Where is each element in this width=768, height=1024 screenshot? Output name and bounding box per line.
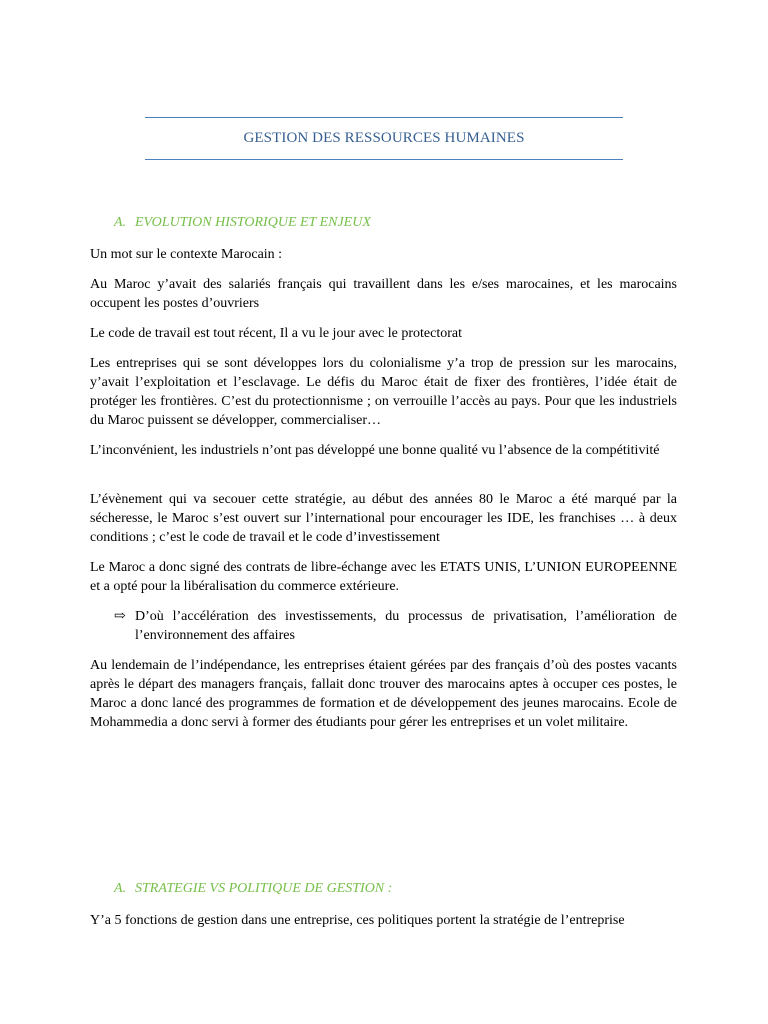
- arrow-right-icon: ⇨: [114, 609, 126, 624]
- bullet-text: D’où l’accélération des investissements, du processus de privatisation, l’amélioration de l’environnement des affaires: [135, 609, 677, 643]
- title-bottom-rule: [145, 159, 623, 160]
- section-number: A.: [114, 881, 127, 896]
- section-heading-evolution: [114, 215, 371, 231]
- paragraph-inconvenient: L’inconvénient, les industriels n’ont pas développé une bonne qualité vu l’absence de la compétitivité: [90, 443, 660, 458]
- paragraph-independance: Au lendemain de l’indépendance, les entreprises étaient gérées par des français d’où des postes vacants après le départ des managers français, fallait donc trouver des marocains aptes à occuper ces postes, le Maroc a donc lancé des programmes de formation et de développement des jeunes marocains. Ecole de Mohammedia a donc servi à former des étudiants pour gérer les entreprises et un volet militaire.: [90, 658, 677, 730]
- paragraph-fonctions-gestion: Y’a 5 fonctions de gestion dans une entreprise, ces politiques portent la stratégie de l’entreprise: [90, 913, 625, 928]
- paragraph-libre-echange: Le Maroc a donc signé des contrats de libre-échange avec les ETATS UNIS, L’UNION EUROPEENNE et a opté pour la libéralisation du commerce extérieure.: [90, 560, 677, 594]
- paragraph-salaries: Au Maroc y’avait des salariés français qui travaillent dans les e/ses marocaines, et les marocains occupent les postes d’ouvriers: [90, 277, 677, 311]
- section-heading-text: EVOLUTION HISTORIQUE ET ENJEUX: [135, 215, 371, 230]
- paragraph-colonialisme: Les entreprises qui se sont développes lors du colonialisme y’a trop de pression sur les marocains, y’avait l’exploitation et l’esclavage. Le défis du Maroc était de fixer des frontières, l’idée était de protéger les frontières. C’est du protectionnisme ; on verrouille l’accès au pays. Pour que les industriels du Maroc puissent se développer, commercialiser…: [90, 356, 677, 428]
- section-number: A.: [114, 215, 127, 230]
- paragraph-code-travail: Le code de travail est tout récent, Il a vu le jour avec le protectorat: [90, 326, 462, 341]
- bullet-item: [114, 607, 677, 645]
- paragraph-context: Un mot sur le contexte Marocain :: [90, 247, 283, 262]
- section-heading-strategie: [114, 881, 392, 897]
- document-title: GESTION DES RESSOURCES HUMAINES: [243, 130, 525, 146]
- paragraph-evenement: L’évènement qui va secouer cette stratégie, au début des années 80 le Maroc a été marqué par la sécheresse, le Maroc s’est ouvert sur l’international pour encourager les IDE, les franchises … à deux conditions ; c’est le code de travail et le code d’investissement: [90, 492, 677, 545]
- title-top-rule: [145, 117, 623, 118]
- section-heading-text: STRATEGIE VS POLITIQUE DE GESTION :: [135, 881, 393, 896]
